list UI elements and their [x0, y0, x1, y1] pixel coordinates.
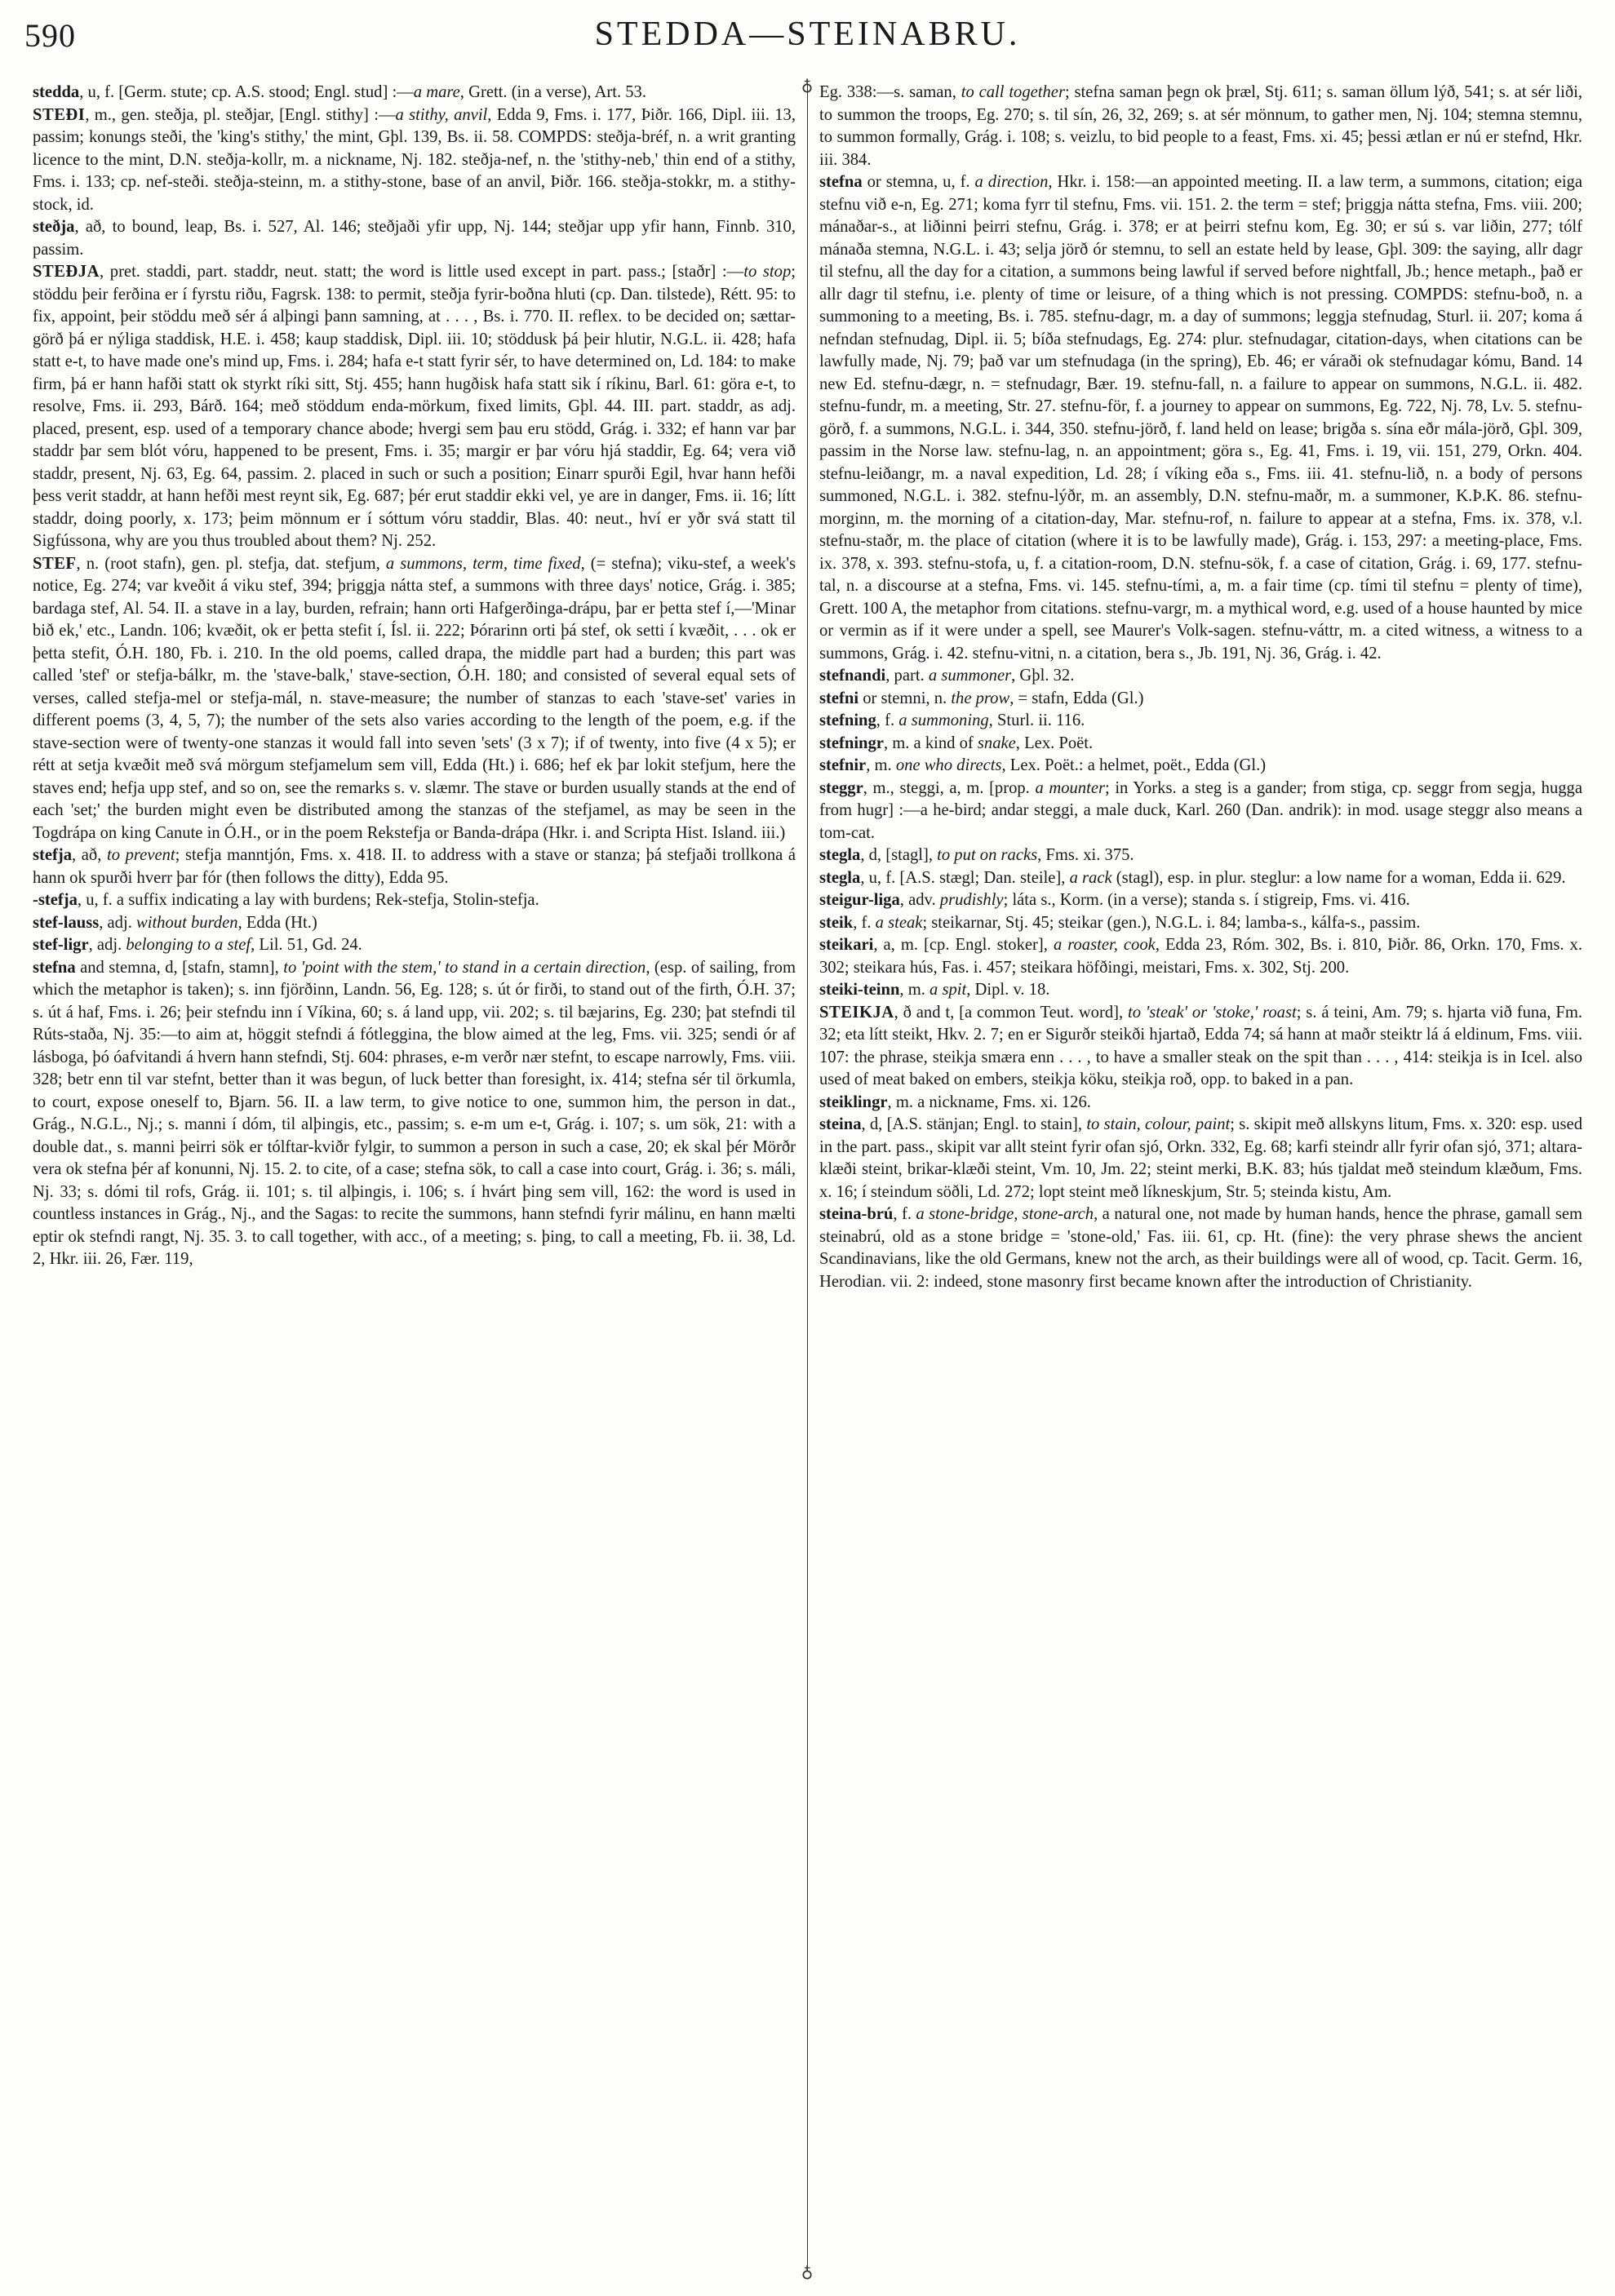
entry-grammar: or stemna, u, f.: [862, 173, 975, 191]
entry-headword: steik: [819, 913, 854, 932]
entry-body: ; stöddu þeir ferðina er í fyrstu riðu, Fagrsk. 138: to permit, steðja fyrir-boðna hluti (cp. Dan. tilstede), Rétt. 95: to fix, appoint, þeir stöddu með sér á alþingi þann samning, at . . . , Bs. i. 770. II. reflex. to be decided on; sættar-görð þá er nýliga staddisk, H.E. i. 458; kaup staddisk, Dipl. iii. 10; stöddusk þá þeir hlutir, N.G.L. ii. 428; hafa statt e-t, to have made one's mind up, Fms. i. 284; hafa e-t statt fyrir sér, to have determined on, Ld. 184: to make firm, þá er hann hafði statt ok styrkt ríki sitt, Stj. 455; hann hugðisk hafa statt sik í ríkinu, Barl. 61: göra e-t, to resolve, Fms. ii. 293, Bárð. 164; með stöddum enda-mörkum, fixed limits, Gþl. 44. III. part. staddr, as adj. placed, present, esp. used of a temporary chance abode; hvergi sem þau eru stödd, Grág. i. 332; ef hann var þar staddr þar sem blót vóru, happened to be present, Fms. i. 35; margir er þar vóru hjá staddir, Eg. 64; vera við staddr, present, Nj. 63, Eg. 64, passim. 2. placed in such or such a position; Einarr spurði Egil, hvar hann hefði þess verit staddr, at hann hefði mest reynt sik, Eg. 687; þér erut staddir ekki vel, ye are in danger, Fms. ii. 16; lítt staddr, doing poorly, x. 173; þeim mönnum er í sóttum vóru staddir, Blas. 40: neut., hví er yðr svá statt til Sigfússona, why are you thus troubled about them? Nj. 252.: [33, 263, 796, 550]
entry-body: , a natural one, not made by human hands, hence the phrase, gamall sem steinabrú, old as a stone bridge = 'stone-old,' Fas. iii. 61, cp. Ht. (fine): the very phrase shews the ancient Scandinavians, like the old Germans, knew not the arch, as their buildings were all of wood, cp. Tacit. Germ. 16, Herodian. vii. 2: indeed, stone masonry first became known after the introduction of Christianity.: [819, 1205, 1582, 1291]
dictionary-entry: [819, 710, 1582, 733]
dictionary-entry: [33, 912, 796, 935]
page-number: 590: [24, 17, 76, 54]
entry-body: , (= stefna); viku-stef, a week's notice, Eg. 274; var kveðit á viku stef, 394; þriggja nátta stef, a summons with three days' notice, Grág. i. 385; bardaga stef, Al. 54. II. a stave in a lay, burden, refrain; hann orti Hafgerðinga-drápu, þar er þetta stef í,—'Minar bið ek,' etc., Landn. 106; kvæðit, ok er þetta stefit í, Ísl. ii. 222; Þórarinn orti þá stef, ok setti í kvæðit, . . . ok er þetta stefit, Ó.H. 180, Fb. i. 210. In the old poems, called drapa, the middle part had a burden; this part was called 'stef' or stefja-bálkr, m. the 'stave-balk,' stave-section, Ó.H. 180; and consisted of several equal sets of verses, called stefja-mel or stefja-mál, n. stave-measure; the number of stanzas to each 'stave-set' varies in different poems (3, 4, 5, 7); the number of the sets also varies according to the length of the poem, e.g. if the stave-section were of twenty-one stanzas it would fall into seven 'sets' (3 x 7); if of twenty, into five (4 x 5); er rétt at setja kvæðit með svá mörgum stefjamelum sem vill, Edda (Ht.) i. 686; hef ek þar lokit stefjum, here the staves end; hefja upp stef, and so on, see the remarks s. v. slæmr. The stave or burden usually stands at the end of each 'set;' the burden might even be distributed among the stanzas of the stefjamel, as may be seen in the Togdrápa on king Canute in Ó.H., or in the poem Rekstefja or Banda-drápa (Hkr. i. and Scripta Hist. Island. iii.): [33, 554, 796, 842]
entry-body: , Grett. (in a verse), Art. 53.: [459, 83, 646, 101]
entry-headword: STEÐI: [33, 105, 86, 124]
entry-headword: stefning: [819, 711, 876, 729]
entry-headword: STEIKJA: [819, 1003, 894, 1022]
entry-grammar: , m. a nickname, Fms. xi. 126.: [887, 1093, 1091, 1111]
entry-grammar: , d, [A.S. stänjan; Engl. to stain],: [861, 1115, 1087, 1133]
dictionary-entry: [819, 82, 1582, 171]
entry-definition: a mounter: [1035, 778, 1105, 797]
entry-body: , Fms. xi. 375.: [1037, 846, 1134, 864]
column-ornament-bottom-icon: ♁: [801, 2263, 814, 2281]
entry-definition: a summoning: [898, 711, 989, 729]
entry-definition: to 'point with the stem,' to stand in a certain direction: [283, 958, 646, 977]
entry-definition: to 'steak' or 'stoke,' roast: [1128, 1003, 1297, 1022]
entry-headword: steiklingr: [819, 1093, 888, 1111]
entry-headword: -stefja: [33, 891, 78, 909]
entry-grammar: , ð and t, [a common Teut. word],: [894, 1003, 1128, 1022]
entry-definition: a steak: [875, 913, 923, 932]
entry-body: , (esp. of sailing, from which the metaphor is taken); s. inn fjörðinn, Landn. 56, Eg. 128; s. út ór firði, to stand out of the firth, Ó.H. 37; s. út á haf, Fms. i. 26; þeir stefndu inn í Víkina, 60; s. á land upp, vii. 202; s. til bæjarins, Eg. 230; þat stefndi til Rúts-staða, Nj. 35:—to aim at, höggit stefndi á fótleggina, the blow aimed at the leg, Fms. vii. 325; sendi ór af lásboga, þó óafvitandi á hvern hann stefndi, Stj. 604: phrases, e-m verðr nær stefnt, to escape narrowly, Fms. viii. 328; betr enn til var stefnt, better than it was begun, of luck better than foresight, ix. 414; stefna sér til örkumla, to court, expose oneself to, Bjarn. 56. II. a law term, to give notice to one, summon him, the person in dat., Grág., N.G.L., Nj.; s. manni í dóm, til alþingis, etc., passim; s. e-m um e-t, Grág. i. 107; s. um sök, 21: with a double dat., s. manni þeirri sök er tólftar-kviðr fylgir, to summon a person in such a case, 20; ek skal þér Mörðr vera ok stefna þér af konunni, Nj. 15. 2. to cite, of a case; stefna sök, to call a case into court, Grág. i. 36; s. máli, Nj. 33; s. dómi til rofs, Grág. ii. 101; s. til alþingis, i. 106; s. í hvárt þing sem vill, 162: the word is used in countless instances in Grág., Nj., and the Sagas: to recite the summons, hann stefndi fyrir málinu, en hann mælti eptir ok stefndi rangt, Nj. 35. 3. to call together, with acc., of a meeting; s. þing, to call a meeting, Fb. ii. 38, Ld. 2, Hkr. iii. 26, Fær. 119,: [33, 958, 796, 1268]
entry-headword: steggr: [819, 778, 863, 797]
dictionary-entry: [819, 1092, 1582, 1115]
entry-definition: a summons, term, time fixed: [385, 554, 581, 573]
entry-grammar: and stemna, d, [stafn, stamn],: [75, 958, 284, 977]
dictionary-entry: [819, 733, 1582, 756]
dictionary-entry: [33, 104, 796, 217]
entry-definition: to prevent: [107, 846, 175, 864]
dictionary-entry: [33, 553, 796, 845]
entry-body: , Lil. 51, Gd. 24.: [251, 936, 362, 954]
dictionary-entry: [819, 1002, 1582, 1092]
entry-body: , Edda 9, Fms. i. 177, Þiðr. 166, Dipl. iii. 13, passim; konungs steði, the 'king's stithy,' the mint, Gþl. 139, Bs. ii. 58. COMPDS: steðja-bréf, n. a writ granting licence to the mint, D.N. steðja-kollr, m. a nickname, Nj. 182. steðja-nef, n. the 'stithy-neb,' thin end of a stithy, Fms. i. 133; cp. nef-steði. steðja-steinn, m. a stithy-stone, base of an anvil, Þiðr. 166. steðja-stokkr, m. a stithy-stock, id.: [33, 105, 796, 214]
entry-definition: a direction: [974, 173, 1049, 191]
entry-body: , = stafn, Edda (Gl.): [1009, 689, 1144, 707]
entry-definition: to put on racks: [937, 846, 1038, 864]
entry-body: , Dipl. v. 18.: [966, 981, 1050, 999]
entry-definition: the prow: [951, 689, 1010, 707]
entry-body: ; stefna saman þegn ok þræl, Stj. 611; s. saman öllum lýð, 541; s. at sér liði, to summon the troops, Eg. 270; s. til sín, 26, 32, 269; s. at sér mönnum, to gather men, Nj. 104; stemna stemnu, to summon formally, Grág. i. 108; s. veizlu, to bid people to a feast, Fms. xi. 45; þessi ætlan er nú er stefnd, Hkr. iii. 384.: [819, 83, 1582, 169]
dictionary-entry: [819, 979, 1582, 1002]
dictionary-entry: [819, 665, 1582, 688]
entry-grammar: , að,: [72, 846, 107, 864]
entry-grammar: , m., steggi, a, m. [prop.: [863, 778, 1036, 797]
entry-definition: a spit: [930, 981, 967, 999]
entry-grammar: , n. (root stafn), gen. pl. stefja, dat. stefjum,: [76, 554, 386, 573]
column-divider: [807, 85, 808, 2272]
entry-headword: steigur-liga: [819, 891, 900, 909]
entry-headword: stefningr: [819, 734, 884, 752]
entry-definition: without burden: [136, 913, 238, 932]
entry-body: , Edda 23, Róm. 302, Bs. i. 810, Þiðr. 86, Orkn. 170, Fms. x. 302; steikara hús, Fas. i. 457; steikara höfðingi, meistari, Fms. x. 302, Stj. 200.: [819, 936, 1582, 977]
entry-body: ; láta s., Korm. (in a verse); standa s. í stigreip, Fms. vi. 416.: [1003, 891, 1410, 909]
entry-definition: a roaster, cook: [1053, 936, 1156, 954]
dictionary-entry: [819, 934, 1582, 979]
entry-headword: stegla: [819, 868, 861, 887]
entry-headword: stefna: [819, 173, 863, 191]
dictionary-entry: [819, 889, 1582, 912]
entry-grammar: , f.: [876, 711, 899, 729]
entry-grammar: Eg. 338:—s. saman,: [819, 83, 961, 101]
dictionary-entry: [33, 889, 796, 912]
entry-headword: stedda: [33, 83, 80, 101]
running-head: STEDDA—STEINABRU.: [594, 16, 1021, 53]
dictionary-entry: [819, 912, 1582, 935]
dictionary-entry: [819, 844, 1582, 867]
entry-headword: stefnandi: [819, 667, 886, 685]
entry-headword: steiki-teinn: [819, 981, 900, 999]
dictionary-entry: [819, 1114, 1582, 1203]
entry-headword: steikari: [819, 936, 874, 954]
entry-definition: to stop: [743, 263, 792, 281]
entry-headword: STEÐJA: [33, 263, 100, 281]
entry-definition: a summoner: [928, 667, 1012, 685]
dictionary-entry: [33, 844, 796, 889]
entry-grammar: , f.: [853, 913, 876, 932]
entry-grammar: , adv.: [899, 891, 940, 909]
right-column: [819, 82, 1582, 2276]
entry-grammar: , pret. staddi, part. staddr, neut. statt; the word is little used except in part. pass.; [staðr] :—: [99, 263, 744, 281]
entry-definition: to stain, colour, paint: [1086, 1115, 1231, 1133]
left-column: [33, 82, 796, 2276]
dictionary-entry: [819, 688, 1582, 711]
dictionary-entry: [819, 867, 1582, 890]
entry-grammar: , u, f. [Germ. stute; cp. A.S. stood; Engl. stud] :—: [79, 83, 414, 101]
dictionary-entry: [819, 778, 1582, 845]
entry-grammar: or stemni, n.: [859, 689, 952, 707]
entry-body: ; in Yorks. a steg is a gander; from stiga, cp. seggr from segja, hugga from hugr] :—a he-bird; andar steggi, a male duck, Karl. 260 (Dan. andrik): in mod. usage steggr also means a tom-cat.: [819, 778, 1582, 842]
column-ornament-top-icon: ♁: [801, 77, 814, 95]
entry-headword: stefja: [33, 846, 73, 864]
entry-headword: steina-brú: [819, 1205, 894, 1223]
entry-headword: stegla: [819, 846, 861, 864]
entry-definition: one who directs: [895, 756, 1002, 774]
entry-grammar: , d, [stagl],: [860, 846, 938, 864]
entry-body: ; s. skipit með allskyns litum, Fms. x. 320: esp. used in the part. pass., skipit var allt steint fyrir ofan sjó, Orkn. 332, Eg. 68; karfi steindr allr fyrir ofan sjó, 371; altara-klæði steint, brikar-klæði steint, Vm. 10, Jm. 22; steint merki, B.K. 83; hús tjaldat með steindum klæðum, Fms. x. 16; í steindum söðli, Ld. 272; lopt steint með líkneskjum, Str. 5; steinda kistu, Am.: [819, 1115, 1582, 1201]
entry-grammar: , m.: [866, 756, 896, 774]
entry-headword: steðja: [33, 218, 75, 236]
entry-grammar: , u, f. [A.S. stægl; Dan. steile],: [860, 868, 1070, 887]
dictionary-entry: [33, 216, 796, 261]
entry-definition: belonging to a stef: [126, 936, 251, 954]
entry-definition: a mare: [413, 83, 460, 101]
dictionary-entry: [819, 755, 1582, 778]
entry-body: , Lex. Poët.: [1015, 734, 1094, 752]
entry-headword: stefna: [33, 958, 76, 977]
entry-definition: a stithy, anvil: [395, 105, 488, 124]
dictionary-entry: [819, 171, 1582, 665]
entry-body: ; stefja manntjón, Fms. x. 418. II. to address with a stave or stanza; þá stefjaði trollkona á hann ok spurði hverr þar fór (then follows the ditty), Edda 95.: [33, 846, 796, 887]
entry-grammar: , a, m. [cp. Engl. stoker],: [873, 936, 1054, 954]
entry-headword: stef-ligr: [33, 936, 89, 954]
entry-grammar: , að, to bound, leap, Bs. i. 527, Al. 146; steðjaði yfir upp, Nj. 144; steðjar upp yfir hann, Finnb. 310, passim.: [33, 218, 796, 259]
entry-headword: stefnir: [819, 756, 867, 774]
entry-grammar: , adj.: [88, 936, 126, 954]
entry-grammar: , part.: [885, 667, 929, 685]
entry-grammar: , u, f. a suffix indicating a lay with burdens; Rek-stefja, Stolin-stefja.: [77, 891, 539, 909]
entry-grammar: , m., gen. steðja, pl. steðjar, [Engl. stithy] :—: [85, 105, 396, 124]
entry-grammar: , m.: [899, 981, 930, 999]
entry-headword: stef-lauss: [33, 913, 100, 932]
entry-grammar: , f.: [893, 1205, 916, 1223]
entry-body: (stagl), esp. in plur. steglur: a low name for a woman, Edda ii. 629.: [1111, 868, 1566, 887]
dictionary-entry: [33, 957, 796, 1271]
entry-headword: stefni: [819, 689, 859, 707]
entry-body: , Hkr. i. 158:—an appointed meeting. II. a law term, a summons, citation; eiga stefnu við e-n, Eg. 271; koma fyrr til stefnu, Fms. vii. 151. 2. the term = stef; þriggja nátta stefna, Fms. viii. 200; mánaðar-s., at liðinni þeirri stefnu, Grág. i. 378; er at þeirri stefnu kom, Eg. 30; er sú s. var liðin, 277; tólf mánaða stemna, N.G.L. i. 43; selja jörð ór stemnu, to sell an estate held by lease, Gþl. 309: the saying, allr dagr til stefnu, all the day for a citation, a summons being lawful if served before nightfall, Jb.; hence metaph., það er allr dagr til stefnu, i.e. plenty of time or leisure, of a thing which is not pressing. COMPDS: stefnu-boð, n. a summoning to a meeting, Bs. i. 785. stefnu-dagr, m. a day of summons; leggja stefnudag, Sturl. ii. 207; koma á nefndan stefnudag, Dipl. ii. 5; bíða stefnudags, Eg. 274: plur. stefnudagar, citation-days, when citations can be lawfully made, Nj. 79; það var um stefnudaga (in the spring), Eb. 46; er váraði ok stefnudagar kómu, Band. 14 new Ed. stefnu-dægr, n. = stefnudagr, Bær. 19. stefnu-fall, n. a failure to appear on summons, N.G.L. ii. 482. stefnu-fundr, m. a meeting, Str. 27. stefnu-för, f. a journey to appear on summons, Eg. 722, Nj. 78, Lv. 5. stefnu-görð, f. a summons, N.G.L. i. 344, 350. stefnu-jörð, f. land held on lease; brigða s. sína eðr mála-jörð, Gþl. 309, passim in the Norse law. stefnu-lag, n. an appointment; göra s., Eg. 41, Fms. i. 19, vii. 151, 279, Orkn. 404. stefnu-leiðangr, m. a naval expedition, Ld. 28; í víking eða s., Fms. iii. 41. stefnu-lið, n. a body of persons summoned, N.G.L. i. 382. stefnu-lýðr, m. an assembly, D.N. stefnu-maðr, m. a summoner, K.Þ.K. 86. stefnu-morginn, m. the morning of a citation-day, Mar. stefnu-rof, n. failure to appear at a stefna, Fms. ix. 378, v.l. stefnu-staðr, m. the place of citation (where it is to be lawfully made), Grág. i. 153, 297: a meeting-place, Fms. ix. 378, x. 393. stefnu-stofa, u, f. a citation-room, D.N. stefnu-sök, f. a case of citation, Grág. i. 69, 177. stefnu-tal, n. a discourse at a stefna, Fms. vi. 145. stefnu-tími, a, m. a fair time (cp. tími til stefnu = plenty of time), Grett. 100 A, the metaphor from citations. stefnu-vargr, m. a mythical word, e.g. used of a house haunted by mice or vermin as if it were under a spell, see Maurer's Volk-sagen. stefnu-váttr, m. a cited witness, a witness to a summons, Grág. i. 42. stefnu-vitni, n. a citation, bera s., Jb. 191, Nj. 36, Grág. i. 42.: [819, 173, 1582, 663]
entry-definition: a stone-bridge, stone-arch: [916, 1205, 1094, 1223]
dictionary-entry: [819, 1203, 1582, 1293]
dictionary-entry: [33, 934, 796, 957]
entry-body: ; s. á teini, Am. 79; s. hjarta við funa, Fm. 32; eta lítt steikt, Hkv. 2. 7; en er Sigurðr steikði hjartað, Edda 74; sá hann at maðr steiktr lá á eldinum, Fms. viii. 107: the phrase, steikja smæra enn . . . , to have a smaller steak on the spit than . . . , 414: steikja is in Icel. also used of meat baked on embers, steikja köku, steikja roð, opp. to baked in a pan.: [819, 1003, 1582, 1088]
entry-body: ; steikarnar, Stj. 45; steikar (gen.), N.G.L. i. 84; lamba-s., kálfa-s., passim.: [922, 913, 1421, 932]
entry-headword: steina: [819, 1115, 862, 1133]
entry-headword: STEF: [33, 554, 77, 573]
entry-grammar: , adj.: [99, 913, 136, 932]
entry-body: , Gþl. 32.: [1011, 667, 1075, 685]
entry-body: , Edda (Ht.): [237, 913, 317, 932]
entry-definition: snake: [977, 734, 1016, 752]
entry-definition: prudishly: [939, 891, 1004, 909]
dictionary-entry: [33, 261, 796, 553]
entry-body: , Lex. Poët.: a helmet, poët., Edda (Gl.): [1001, 756, 1267, 774]
dictionary-entry: [33, 82, 796, 104]
entry-definition: a rack: [1069, 868, 1112, 887]
entry-grammar: , m. a kind of: [883, 734, 978, 752]
entry-definition: to call together: [961, 83, 1065, 101]
entry-body: , Sturl. ii. 116.: [988, 711, 1085, 729]
